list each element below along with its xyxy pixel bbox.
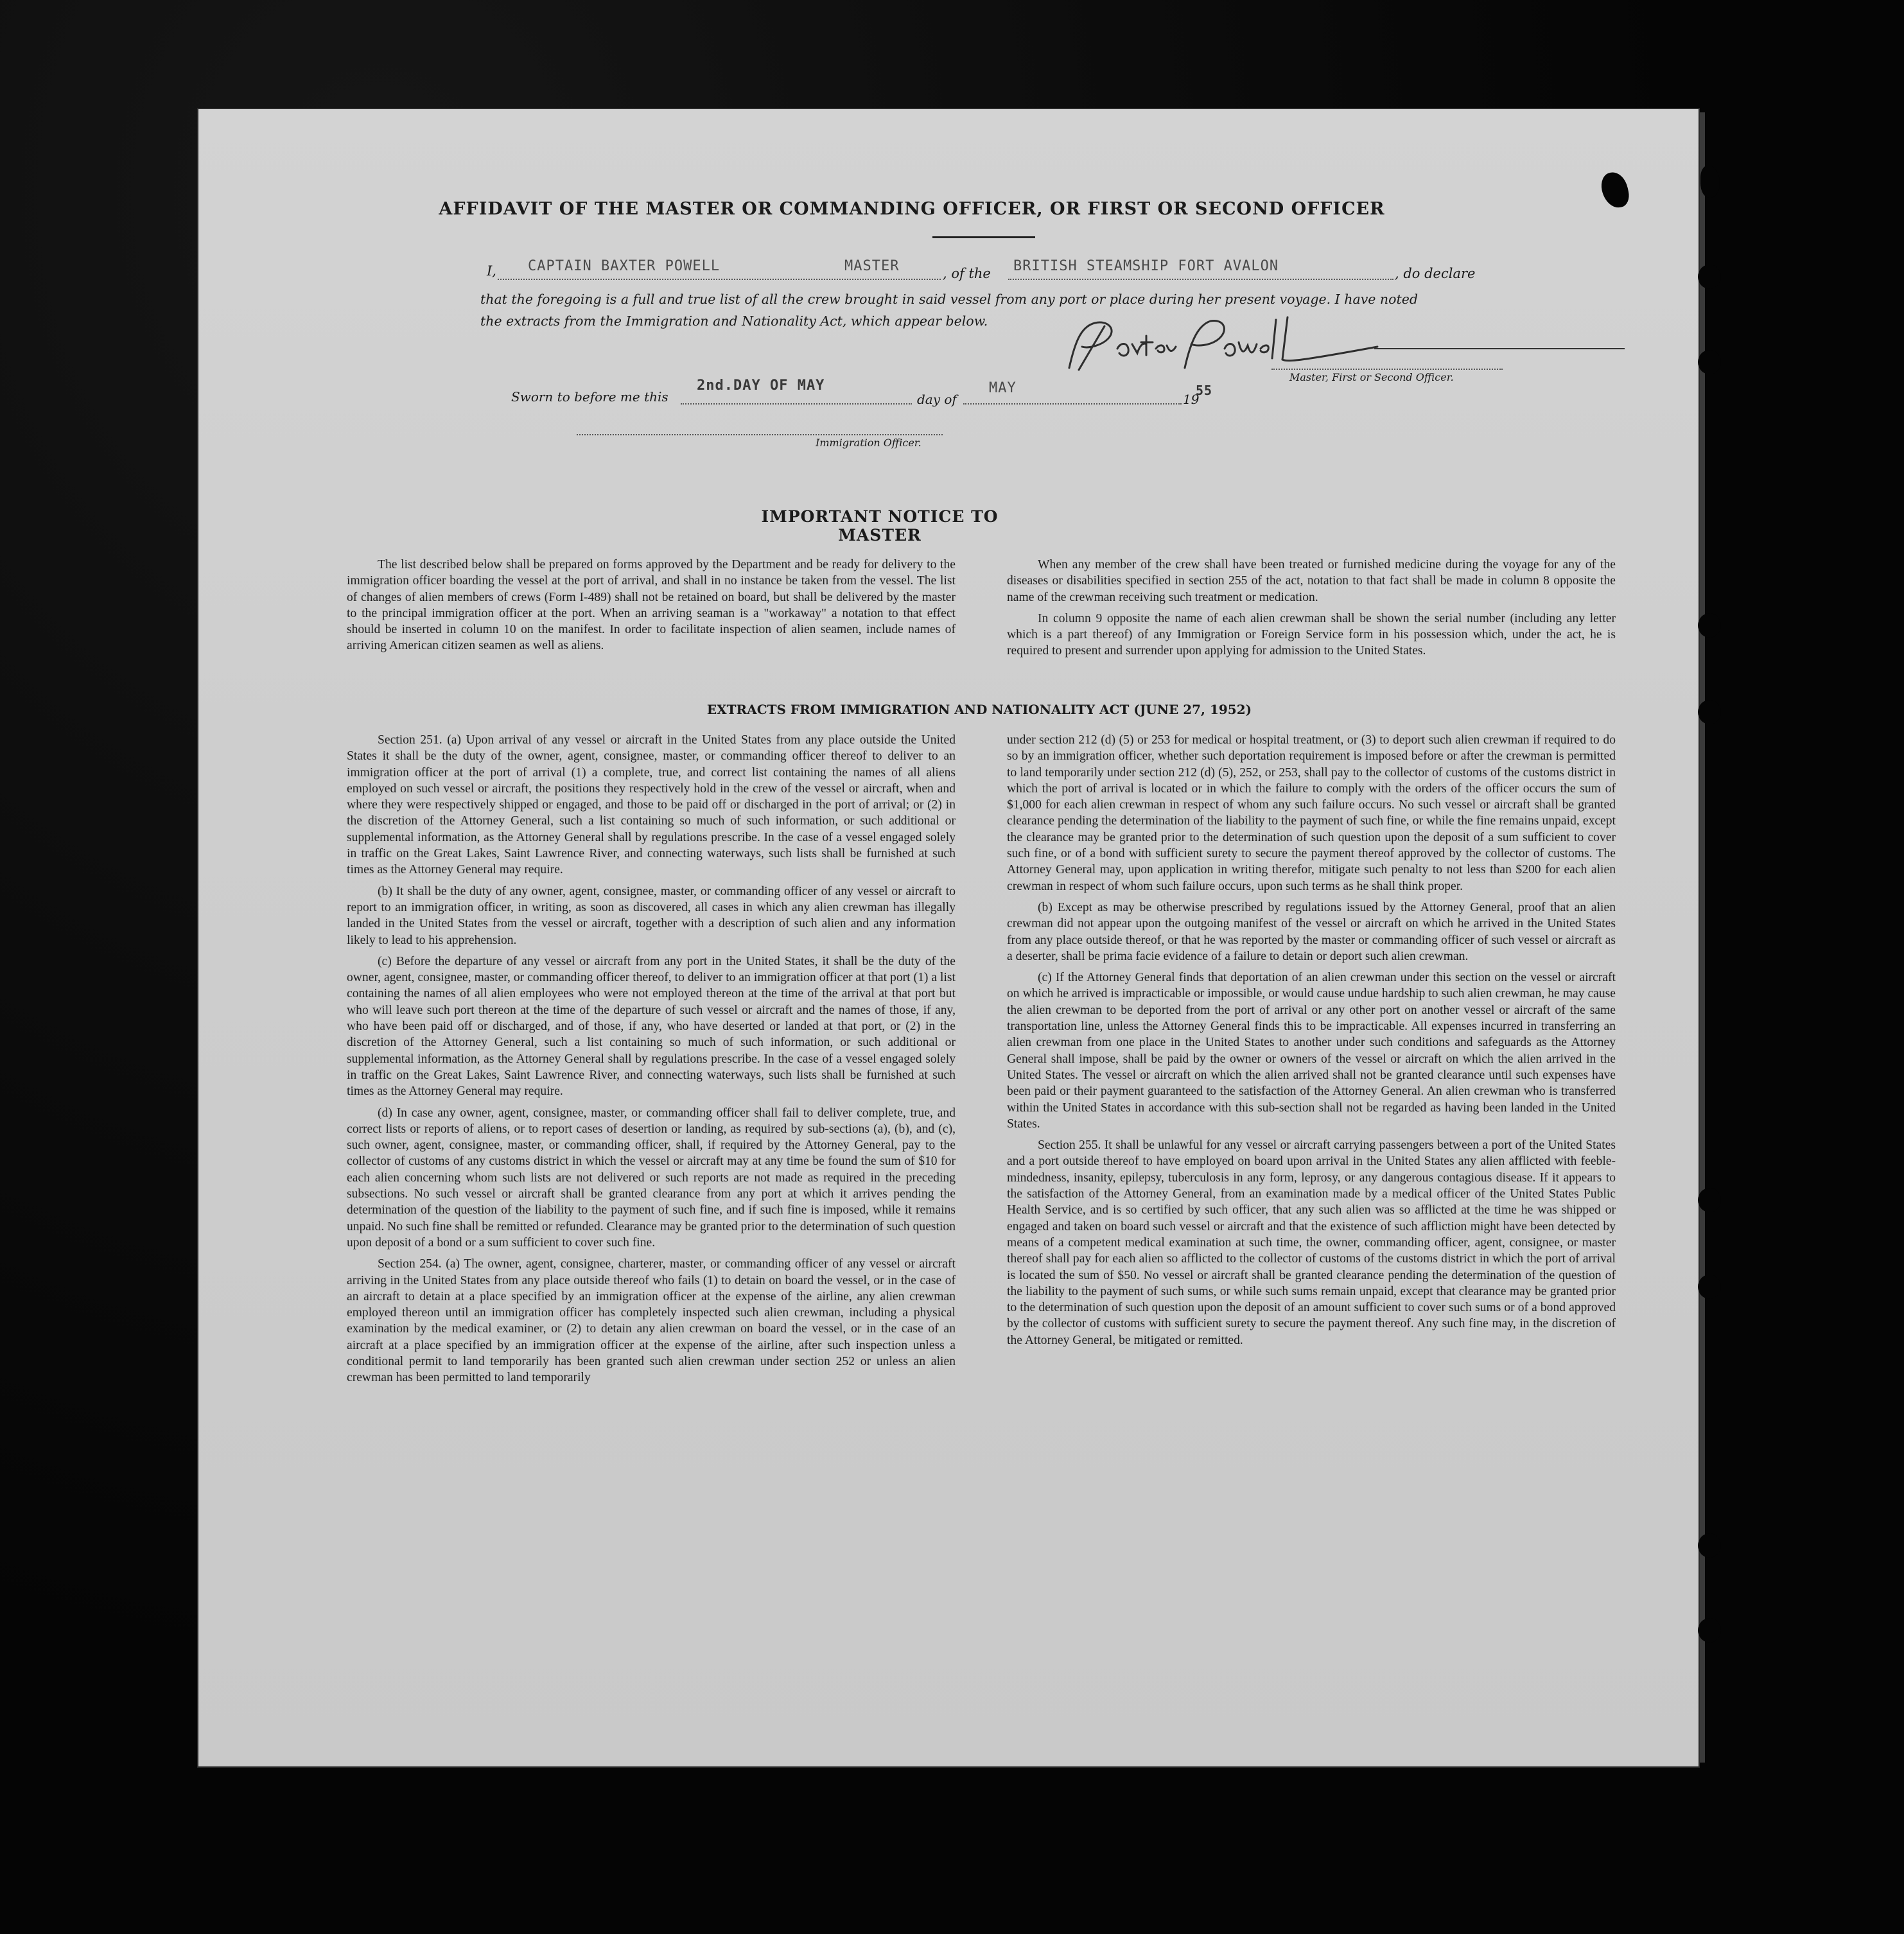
punch-hole [1698, 700, 1721, 724]
vessel-line [1008, 279, 1393, 280]
sworn-month: MAY [989, 380, 1017, 396]
section-251c: (c) Before the departure of any vessel or aircraft from any port in the United States, it shall be the duty of the owner, agent, consignee, master, or commanding officer thereof, to deliver to an immigration officer at that port (1) a list containing the names of all alien employees who were not employed thereon at the time of the arrival at that port but who will leave such port thereon at the time of the departure of such vessel or aircraft and the names of those, if any, who have been paid off or discharged, and of those, if any, who have deserted or landed at that port, or (2) in the discretion of the Attorney General, such a list containing so much of such information, or such additional or supplemental information, as the Attorney General shall by regulations prescribe. In the case of a vessel engaged solely in traffic on the Great Lakes, Saint Lawrence River, and connecting waterways, such lists shall be furnished at such times as the Attorney General may require. [347, 954, 956, 1099]
punch-hole [1698, 1275, 1721, 1299]
declaration-line-1: that the foregoing is a full and true list of all the crew brought in said vessel from any port or place during her present voyage. I have noted [480, 292, 1418, 307]
name-line [498, 279, 941, 280]
sworn-label: Sworn to before me this [511, 389, 668, 405]
section-251d: (d) In case any owner, agent, consignee, master, or commanding officer shall fail to deliver complete, true, and correct lists or reports of aliens, or to report cases of desertion or landing, as required by sub-sections (a), (b), and (c), such owner, agent, consignee, master, or commanding officer, shall, if required by the Attorney General, pay to the collector of customs of any customs district in which the vessel or aircraft may at any time be found the sum of $10 for each alien concerning whom such lists are not delivered or such reports are not made as required in the preceding subsections. No such vessel or aircraft shall be granted clearance from any port at which it arrives pending the determination of the question of the liability to the payment of such fine, and if such fine is imposed, while it remains unpaid. No such fine shall be remitted or refunded. Clearance may be granted prior to the determination of such question upon deposit of a bond or a sum sufficient to cover such fine. [347, 1106, 956, 1250]
month-line [963, 403, 1182, 405]
declaration-line-2: the extracts from the Immigration and Nationality Act, which appear below. [480, 313, 988, 329]
signer-caption: Master, First or Second Officer. [1289, 371, 1454, 383]
vessel-name: BRITISH STEAMSHIP FORT AVALON [1013, 258, 1279, 274]
punch-hole [1698, 1188, 1721, 1212]
section-254a: Section 254. (a) The owner, agent, consignee, charterer, master, or commanding officer of any vessel or aircraft arriving in the United States from any place outside thereof who fails (1) to detain on board the vessel, or in the case of an aircraft to detain at a place specified by an immigration officer at the expense of the airline, any alien crewman employed thereon until an immigration officer has completely inspected such alien crewman, including a physical examination by the medical examiner, or (2) to detain any alien crewman on board the vessel, or in the case of an aircraft at a place specified by an immigration officer at the expense of the airline, after such inspection unless a conditional permit to land temporarily has been granted such alien crewman under section 252 or unless an alien crewman has been permitted to land temporarily [347, 1257, 956, 1385]
officer-line [577, 434, 943, 435]
notice-right-column [1007, 557, 1616, 665]
notice-title: IMPORTANT NOTICE TO MASTER [761, 507, 999, 544]
section-251a: Section 251. (a) Upon arrival of any vessel or aircraft in the United States from any place outside the United States it shall be the duty of the owner, agent, consignee, master, or commanding officer thereof to deliver to an immigration officer at the port of arrival (1) a complete, true, and correct list containing the names of all aliens employed on such vessel or aircraft, the positions they respectively hold in the crew of the vessel or aircraft, when and where they were respectively shipped or engaged, and those to be paid off or discharged in the port of arrival; or (2) in the discretion of the Attorney General, such a list containing so much of such information, or such additional or supplemental information, as the Attorney General shall by regulations prescribe. In the case of a vessel engaged solely in traffic on the Great Lakes, Saint Lawrence River, and connecting waterways, such lists shall be furnished at such times as the Attorney General may require. [347, 733, 956, 877]
notice-left-column [347, 557, 956, 659]
signature [1056, 313, 1390, 378]
year-suffix: 55 [1196, 383, 1213, 398]
signature-line [1374, 348, 1625, 349]
title-rule [932, 236, 1035, 238]
punch-hole [1698, 1618, 1721, 1642]
do-declare-label: , do declare [1395, 266, 1476, 281]
year-prefix: 19 [1183, 392, 1200, 407]
master-name: CAPTAIN BAXTER POWELL [528, 258, 721, 274]
i-label: I, [487, 263, 496, 279]
notice-right-paragraph: When any member of the crew shall have been treated or furnished medicine during the voyage for any of the diseases or disabilities specified in section 255 of the act, notation to that fact shall be made in column 8 opposite the name of the crewman receiving such treatment or medication. [1007, 558, 1616, 604]
extracts-left-column [347, 732, 956, 1391]
section-251b: (b) It shall be the duty of any owner, agent, consignee, master, or commanding officer of any vessel or aircraft to report to an immigration officer, in writing, as soon as discovered, all cases in which any alien crewman has illegally landed in the United States from the vessel or aircraft, together with a description of such alien and any information likely to lead to his apprehension. [347, 884, 956, 947]
officer-caption: Immigration Officer. [816, 437, 921, 449]
section-254b: (b) Except as may be otherwise prescribed by regulations issued by the Attorney General, proof that an alien crewman did not appear upon the outgoing manifest of the vessel or aircraft on which he arrived in the United States from any place outside thereof, or that he was reported by the master or commanding officer of such vessel or aircraft as a deserter, shall be prima facie evidence of a failure to detain or deport such alien crewman. [1007, 900, 1616, 963]
sworn-day-line [681, 403, 912, 405]
section-255: Section 255. It shall be unlawful for any vessel or aircraft carrying passengers between a port of the United States and a port outside thereof to have employed on board upon arrival in the United States any alien afflicted with feeble-mindedness, insanity, epilepsy, tuberculosis in any form, leprosy, or any dangerous contagious disease. If it appears to the satisfaction of the Attorney General, from an examination made by a medical officer of the United States Public Health Service, and is so certified by such officer, that any such alien was so afflicted at the time he was shipped or engaged and taken on board such vessel or aircraft and that the existence of such affliction might have been detected by means of a competent medical examination at such time, the owner, commanding officer, agent, consignee, or master thereof shall pay for each alien so afflicted to the collector of customs of the customs district in which the port of arrival is located the sum of $50. No vessel or aircraft shall be granted clearance pending the determination of the question of the liability to the payment of such sums, or while such sums remain unpaid, except that clearance may be granted prior to the determination of such question upon the deposit of an amount sufficient to cover such sums or of a bond approved by the collector of customs with sufficient surety to secure the payment thereof. Any such fine may, in the discretion of the Attorney General, be mitigated or remitted. [1007, 1138, 1616, 1347]
extracts-right-column [1007, 732, 1616, 1354]
affidavit-title: AFFIDAVIT OF THE MASTER OR COMMANDING OFFICER, OR FIRST OR SECOND OFFICER [439, 199, 1385, 219]
section-254c: (c) If the Attorney General finds that deportation of an alien crewman under this section on the vessel or aircraft on which he arrived is impracticable or impossible, or would cause undue hardship to such alien crewman, he may cause the alien crewman to be deported from the port of arrival or any other port on another vessel or aircraft of the same transportation line, unless the Attorney General finds this to be impracticable. All expenses incurred in transferring an alien crewman from one place in the United States to another under such conditions and safeguards as the Attorney General shall impose, shall be paid by the owner or owners of the vessel or aircraft on which the alien arrived in the United States. The vessel or aircraft on which the alien arrived shall not be granted clearance until such expenses have been paid or their payment guaranteed to the satisfaction of the Attorney General. An alien crewman who is transferred within the United States in accordance with this sub-section shall not be regarded as having been landed in the United States. [1007, 971, 1616, 1131]
day-of-label: day of [917, 392, 957, 407]
torn-corner-mark [1700, 166, 1720, 198]
punch-hole [1698, 1533, 1721, 1558]
punch-hole [1698, 613, 1721, 638]
punch-hole [1698, 350, 1721, 374]
notice-left-paragraph: The list described below shall be prepared on forms approved by the Department and be ready for delivery to the immigration officer boarding the vessel at the port of arrival, and shall in no instance be taken from the vessel. The list of changes of alien members of crews (Form I-489) shall not be retained on board, but shall be delivered by the master to the principal immigration officer at the port. When an arriving seaman is a "workaway" a notation to that effect should be inserted in column 10 on the manifest. In order to facilitate inspection of alien seamen, include names of arriving American citizen seamen as well as aliens. [347, 558, 956, 653]
signer-line [1271, 369, 1503, 370]
of-the-label: , of the [943, 266, 991, 281]
punch-hole [1698, 265, 1721, 289]
extracts-title: EXTRACTS FROM IMMIGRATION AND NATIONALITY ACT (JUNE 27, 1952) [706, 702, 1252, 717]
rank: MASTER [844, 258, 900, 274]
sworn-day: 2nd.DAY OF MAY [697, 378, 825, 394]
section-254a-cont: under section 212 (d) (5) or 253 for medical or hospital treatment, or (3) to deport such alien crewman if required to do so by an immigration officer, whether such deportation requirement is imposed before or after the crewman is permitted to land temporarily under section 212 (d) (5), 252, or 253, shall pay to the collector of customs of the customs district in which the port of arrival is located or in which the failure to comply with the orders of the officer occurs the sum of $1,000 for each alien crewman in respect of whom any such failure occurs. No such vessel or aircraft shall be granted clearance pending the determination of the liability to the payment of such fine, or while the fine remains unpaid, except the clearance may be granted prior to the determination of such question upon the deposit of a sum sufficient to cover such fine, or of a bond with sufficient surety to secure the payment thereof approved by the collector of customs. The Attorney General may, upon application in writing therefor, mitigate such penalty to not less than $200 for each alien crewman in respect of whom such failure occurs, upon such terms as he shall think proper. [1007, 733, 1616, 893]
notice-right-paragraph: In column 9 opposite the name of each alien crewman shall be shown the serial number (including any letter which is a part thereof) of any Immigration or Foreign Service form in his possession which, under the act, he is required to present and surrender upon applying for admission to the United States. [1007, 611, 1616, 658]
